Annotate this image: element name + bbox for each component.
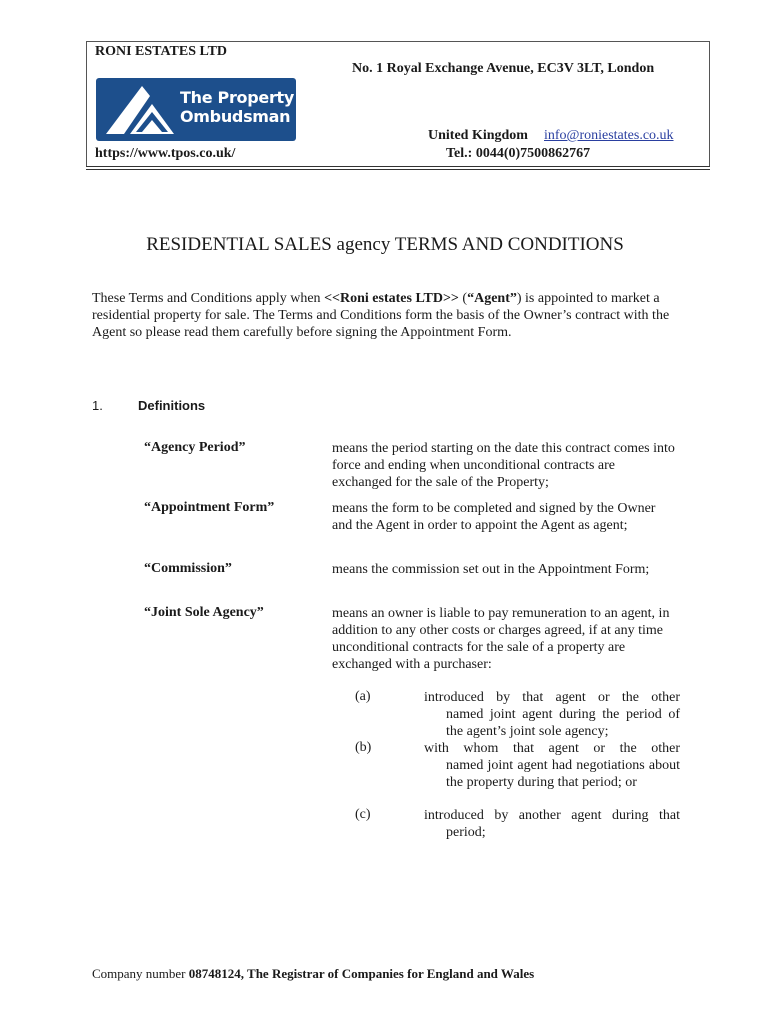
- header-rule: [86, 169, 710, 170]
- sub-item-continuation: named joint agent during the period of the agent’s joint sole agency;: [446, 707, 680, 739]
- intro-text: These Terms and Conditions apply when: [92, 291, 325, 306]
- company-country: United Kingdom: [428, 128, 528, 143]
- sub-item-continuation: period;: [446, 825, 486, 840]
- definition-term: “Appointment Form”: [144, 500, 275, 515]
- intro-text: ) is appointed to market a residential property for sale. The Terms and Conditions form the basis of the Owner’s contract with the Agent so please read them carefully before signing the Appointment Form.: [92, 291, 670, 340]
- intro-paragraph: [92, 290, 682, 341]
- sub-item-text: [424, 689, 680, 740]
- definition-text: means the form to be completed and signed by the Owner and the Agent in order to appoint the Agent as agent;: [332, 501, 656, 533]
- company-name: RONI ESTATES LTD: [95, 44, 228, 59]
- sub-item-label: (c): [355, 807, 371, 822]
- sub-item-first-line: introduced by another agent during that: [424, 808, 680, 823]
- sub-item-label: (b): [355, 740, 372, 755]
- definition-text: means an owner is liable to pay remuneration to an agent, in addition to any other costs or charges agreed, if at any time unconditional contracts for the sale of a property are exchanged with a purchaser:: [332, 606, 670, 672]
- company-address: No. 1 Royal Exchange Avenue, EC3V 3LT, London: [352, 61, 655, 76]
- definition-text: means the period starting on the date this contract comes into force and ending when unconditional contracts are exchanged for the sale of the Property;: [332, 441, 675, 490]
- company-number: 08748124, The Registrar of Companies for England and Wales: [188, 966, 535, 981]
- section-number: 1.: [92, 398, 103, 413]
- definition-term: “Joint Sole Agency”: [144, 605, 264, 620]
- sub-item-continuation: named joint agent had negotiations about the property during that period; or: [446, 758, 680, 790]
- website-url: https://www.tpos.co.uk/: [95, 146, 236, 161]
- ombudsman-triangle-icon: [102, 82, 178, 138]
- agent-name: <<Roni estates LTD>>: [324, 291, 459, 306]
- sub-item-first-line: introduced by that agent or the other: [424, 690, 680, 705]
- logo-text-line2: Ombudsman: [180, 107, 291, 126]
- definition-text: means the commission set out in the Appointment Form;: [332, 562, 650, 577]
- footer-prefix: Company number: [92, 966, 189, 981]
- agent-term: “Agent”: [467, 291, 517, 306]
- email-link[interactable]: info@roniestates.co.uk: [544, 128, 674, 143]
- sub-item-first-line: with whom that agent or the other: [424, 741, 680, 756]
- sub-item-label: (a): [355, 689, 371, 704]
- page-footer: [92, 966, 534, 982]
- intro-text: (: [458, 291, 468, 306]
- sub-item-text: [424, 807, 680, 841]
- logo-text-line1: The Property: [180, 88, 295, 107]
- header-rule: [86, 166, 710, 167]
- property-ombudsman-logo: [96, 78, 296, 141]
- definition-term: “Commission”: [144, 561, 232, 576]
- document-title: RESIDENTIAL SALES agency TERMS AND CONDITIONS: [146, 234, 624, 255]
- sub-item-text: [424, 740, 680, 791]
- section-title: Definitions: [138, 398, 206, 413]
- telephone: Tel.: 0044(0)7500862767: [446, 146, 591, 161]
- definition-term: “Agency Period”: [144, 440, 246, 455]
